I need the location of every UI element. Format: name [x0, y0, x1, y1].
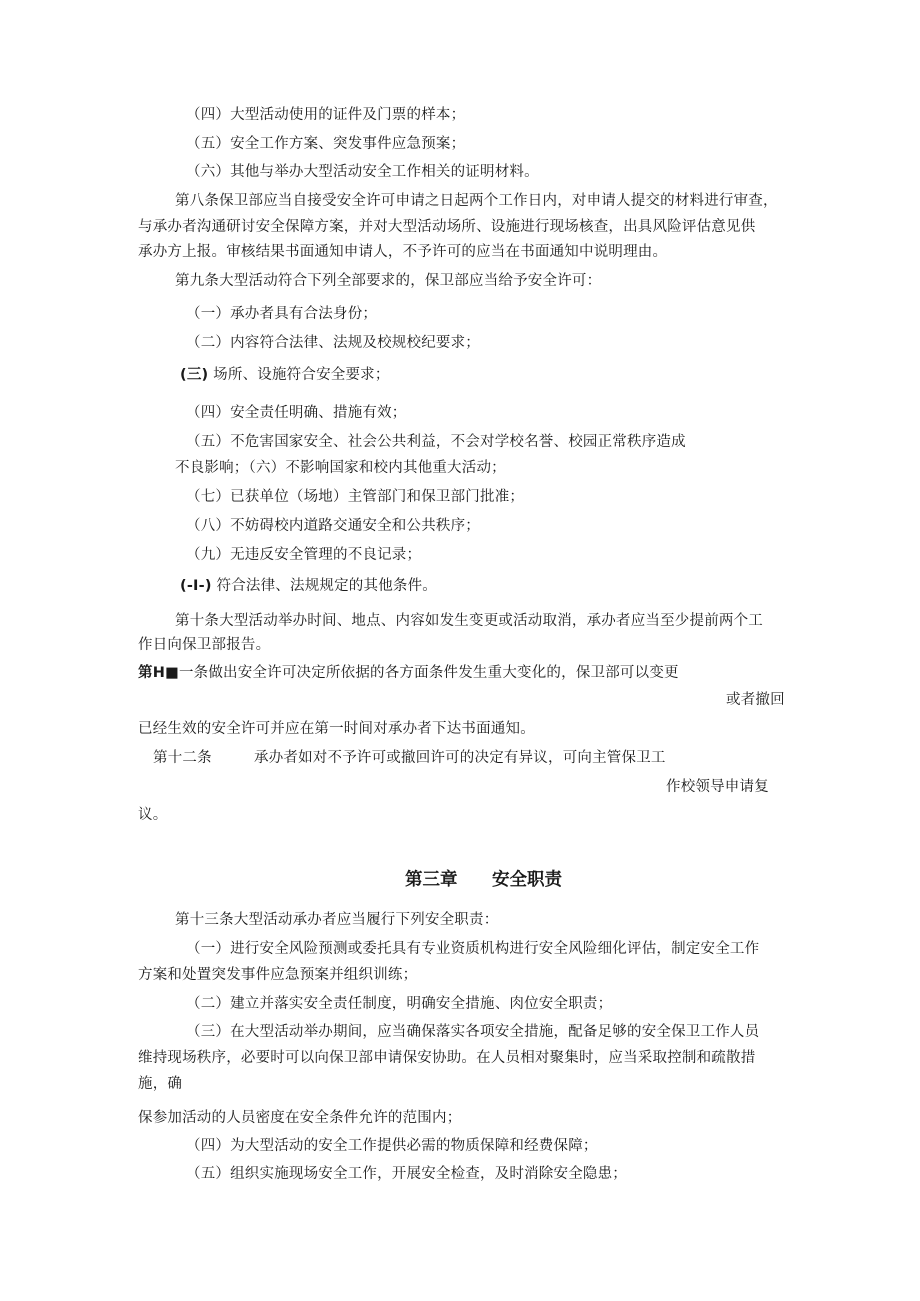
article-12-line-2: 作校领导申请复	[666, 779, 769, 795]
article-12-line-3: 议。	[138, 807, 168, 823]
duty-5: （五）组织实施现场安全工作，开展安全检查，及时消除安全隐患；	[186, 1166, 627, 1182]
condition-10-text: 符合法律、法规规定的其他条件。	[216, 578, 437, 594]
chapter-number: 第三章	[405, 870, 458, 890]
article-8-line-3: 承办方上报。审核结果书面通知申请人，不予许可的应当在书面通知中说明理由。	[138, 244, 668, 260]
article-8-line-2: 与承办者沟通研讨安全保障方案，并对大型活动场所、设施进行现场核查，出具风险评估意见供	[138, 219, 756, 235]
article-13: 第十三条大型活动承办者应当履行下列安全职责：	[175, 912, 499, 928]
duty-1-line-2: 方案和处置突发事件应急预案并组织训练；	[138, 967, 418, 983]
duty-1-line-1: （一）进行安全风险预测或委托具有专业资质机构进行安全风险细化评估，制定安全工作	[186, 941, 760, 957]
condition-9: （九）无违反安全管理的不良记录；	[186, 547, 422, 563]
duty-3-line-3: 施，确	[138, 1076, 183, 1092]
condition-5-line-1: （五）不危害国家安全、社会公共利益，不会对学校名誉、校园正常秩序造成	[186, 434, 686, 450]
article-11-line-2: 或者撤回	[726, 692, 785, 708]
duty-3-line-4: 保参加活动的人员密度在安全条件允许的范围内；	[138, 1110, 462, 1126]
condition-5-line-2: 不良影响；（六）不影响国家和校内其他重大活动；	[175, 460, 506, 476]
condition-1: （一）承办者具有合法身份；	[186, 306, 378, 322]
article-9: 第九条大型活动符合下列全部要求的，保卫部应当给予安全许可：	[175, 273, 602, 289]
article-8-line-1: 第八条保卫部应当自接受安全许可申请之日起两个工作日内，对申请人提交的材料进行审查，	[175, 193, 778, 209]
article-11-prefix: 第H■	[138, 665, 179, 681]
condition-7: （七）已获单位（场地）主管部门和保卫部门批准；	[186, 489, 525, 505]
condition-3-number: (三)	[180, 367, 209, 383]
condition-10	[180, 577, 437, 595]
item-6-other-materials: （六）其他与举办大型活动安全工作相关的证明材料。	[186, 164, 539, 180]
article-11-line-3: 已经生效的安全许可并应在第一时间对承办者下达书面通知。	[138, 721, 535, 737]
duty-3-line-2: 维持现场秩序，必要时可以向保卫部申请保安协助。在人员相对聚集时，应当采取控制和疏散措	[138, 1050, 756, 1066]
article-10-line-1: 第十条大型活动举办时间、地点、内容如发生变更或活动取消，承办者应当至少提前两个工	[175, 613, 763, 629]
article-12-line-1: 承办者如对不予许可或撤回许可的决定有异议，可向主管保卫工	[254, 750, 666, 766]
article-11-text: 一条做出安全许可决定所依据的各方面条件发生重大变化的，保卫部可以变更	[178, 665, 679, 681]
duty-2: （二）建立并落实安全责任制度，明确安全措施、肉位安全职责；	[186, 996, 613, 1012]
duty-4: （四）为大型活动的安全工作提供必需的物质保障和经费保障；	[186, 1138, 598, 1154]
condition-3-text: 场所、设施符合安全要求；	[213, 367, 390, 383]
article-12-label: 第十二条	[153, 750, 212, 766]
condition-4: （四）安全责任明确、措施有效；	[186, 405, 407, 421]
item-5-security-plan: （五）安全工作方案、突发事件应急预案；	[186, 136, 466, 152]
chapter-title: 安全职责	[492, 870, 562, 890]
duty-3-line-1: （三）在大型活动举办期间，应当确保落实各项安全措施，配备足够的安全保卫工作人员	[186, 1024, 760, 1040]
article-10-line-2: 作日向保卫部报告。	[138, 637, 271, 653]
condition-2: （二）内容符合法律、法规及校规校纪要求；	[186, 335, 480, 351]
item-4-certificates: （四）大型活动使用的证件及门票的样本；	[186, 107, 466, 123]
article-11-line-1	[138, 664, 679, 682]
condition-10-number: (-I-)	[180, 578, 212, 594]
condition-3	[180, 366, 390, 384]
condition-8: （八）不妨碍校内道路交通安全和公共秩序；	[186, 518, 480, 534]
